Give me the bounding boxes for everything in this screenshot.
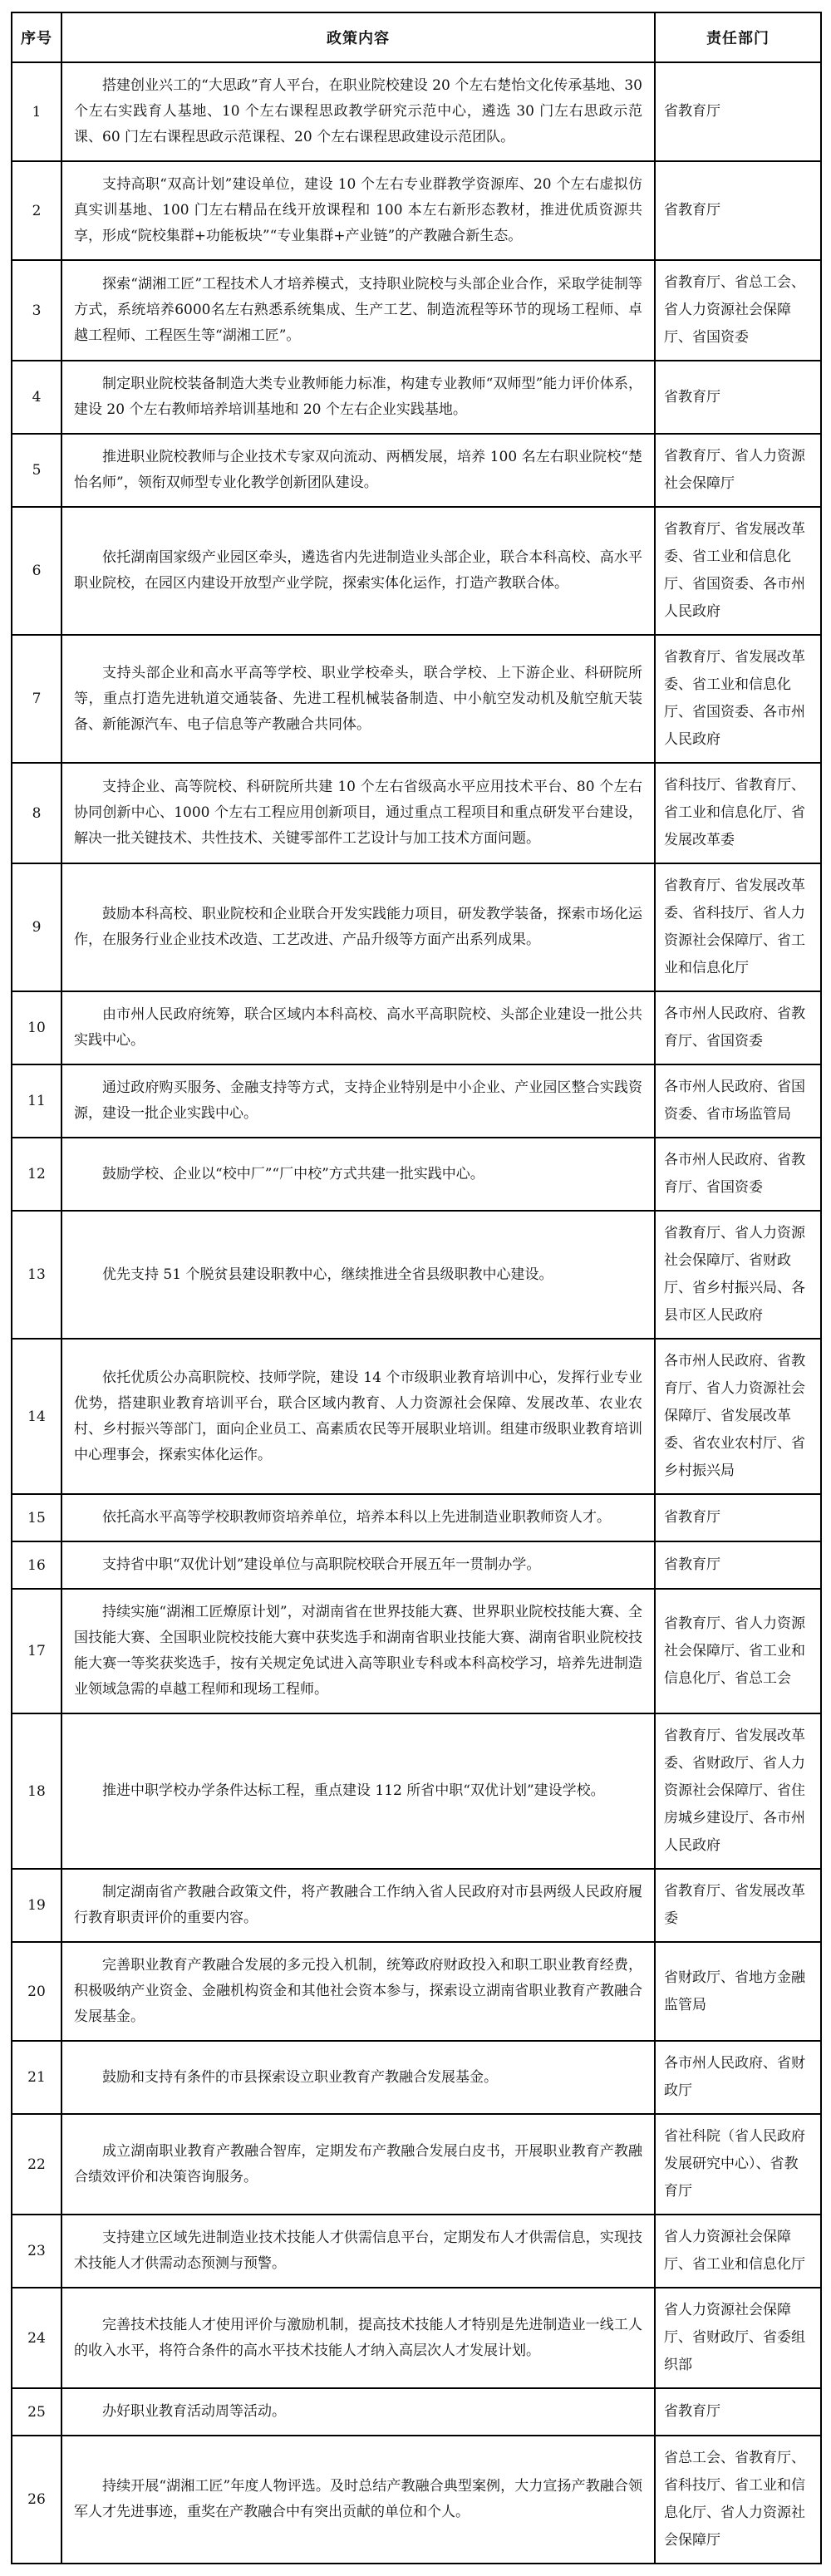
row-number-cell: 22: [12, 2114, 61, 2215]
table-row: [12, 1541, 821, 1589]
department-cell: 省社科院（省人民政府发展研究中心）、省教育厅: [655, 2114, 821, 2215]
row-number-cell: 21: [12, 2041, 61, 2114]
policy-content-text: 推进中职学校办学条件达标工程，重点建设 112 所省中职“双优计划”建设学校。: [102, 1782, 605, 1799]
row-number-cell: 7: [12, 635, 61, 763]
policy-content-cell: [61, 763, 655, 863]
department-cell: 省教育厅、省发展改革委、省财政厅、省人力资源社会保障厅、省住房城乡建设厅、各市州人民政府: [655, 1713, 821, 1869]
table-row: [12, 863, 821, 991]
policy-content-cell: [61, 2436, 655, 2564]
table-header-row: [12, 12, 821, 62]
row-number-cell: 1: [12, 62, 61, 161]
row-number-cell: 16: [12, 1541, 61, 1589]
policy-content-text: 依托高水平高等学校职教师资培养单位，培养本科以上先进制造业职教师资人才。: [102, 1509, 611, 1526]
policy-content-cell: [61, 2388, 655, 2436]
table-row: [12, 2215, 821, 2288]
department-cell: 省教育厅、省人力资源社会保障厅、省财政厅、省乡村振兴局、各县市区人民政府: [655, 1211, 821, 1339]
row-number-cell: 15: [12, 1494, 61, 1541]
row-number-cell: 11: [12, 1064, 61, 1138]
policy-content-cell: [61, 507, 655, 635]
department-cell: 各市州人民政府、省教育厅、省国资委: [655, 1138, 821, 1211]
policy-content-cell: [61, 1589, 655, 1713]
policy-content-cell: [61, 635, 655, 763]
department-cell: 各市州人民政府、省教育厅、省国资委: [655, 991, 821, 1064]
row-number-cell: 8: [12, 763, 61, 863]
policy-content-cell: [61, 1942, 655, 2041]
table-row: [12, 635, 821, 763]
header-cell-number: 序号: [12, 12, 61, 62]
policy-content-text: 成立湖南职业教育产教融合智库，定期发布产教融合发展白皮书，开展职业教育产教融合绩效评价和决策咨询服务。: [74, 2142, 642, 2185]
row-number-cell: 14: [12, 1339, 61, 1494]
row-number-cell: 10: [12, 991, 61, 1064]
table-body: [12, 62, 821, 2564]
policy-content-cell: [61, 1339, 655, 1494]
policy-content-cell: [61, 2288, 655, 2388]
policy-content-cell: [61, 1138, 655, 1211]
policy-content-cell: [61, 2114, 655, 2215]
policy-content-text: 搭建创业兴工的“大思政”育人平台，在职业院校建设 20 个左右楚怡文化传承基地、30 个左右实践育人基地、10 个左右课程思政教学研究示范中心，遴选 30 门左右思政示范课、60 门左右课程思政示范课程、20 个左右课程思政建设示范团队。: [74, 77, 642, 145]
policy-content-cell: [61, 62, 655, 161]
department-cell: 省教育厅: [655, 1494, 821, 1541]
row-number-cell: 26: [12, 2436, 61, 2564]
header-cell-department: 责任部门: [655, 12, 821, 62]
policy-content-text: 支持头部企业和高水平高等学校、职业学校牵头，联合学校、上下游企业、科研院所等，重点打造先进轨道交通装备、先进工程机械装备制造、中小航空发动机及航空航天装备、新能源汽车、电子信息等产教融合共同体。: [74, 664, 642, 733]
department-cell: 省教育厅: [655, 161, 821, 260]
row-number-cell: 2: [12, 161, 61, 260]
table-row: [12, 1211, 821, 1339]
table-row: [12, 2114, 821, 2215]
department-cell: 省人力资源社会保障厅、省工业和信息化厅: [655, 2215, 821, 2288]
policy-content-cell: [61, 1541, 655, 1589]
row-number-cell: 25: [12, 2388, 61, 2436]
table-row: [12, 361, 821, 434]
table-row: [12, 1869, 821, 1942]
table-row: [12, 1942, 821, 2041]
department-cell: 省教育厅: [655, 361, 821, 434]
row-number-cell: 19: [12, 1869, 61, 1942]
row-number-cell: 6: [12, 507, 61, 635]
department-cell: 省教育厅、省发展改革委、省工业和信息化厅、省国资委、各市州人民政府: [655, 635, 821, 763]
department-cell: 省总工会、省教育厅、省科技厅、省工业和信息化厅、省人力资源社会保障厅: [655, 2436, 821, 2564]
table-row: [12, 1339, 821, 1494]
header-cell-policy-content: 政策内容: [61, 12, 655, 62]
department-cell: 省教育厅、省发展改革委: [655, 1869, 821, 1942]
policy-content-text: 通过政府购买服务、金融支持等方式，支持企业特别是中小企业、产业园区整合实践资源，建设一批企业实践中心。: [74, 1079, 642, 1122]
department-cell: 省财政厅、省地方金融监管局: [655, 1942, 821, 2041]
policy-content-text: 优先支持 51 个脱贫县建设职教中心，继续推进全省县级职教中心建设。: [102, 1266, 553, 1283]
table-row: [12, 2041, 821, 2114]
department-cell: 各市州人民政府、省教育厅、省人力资源社会保障厅、省发展改革委、省农业农村厅、省乡村振兴局: [655, 1339, 821, 1494]
department-cell: 省教育厅、省人力资源社会保障厅: [655, 434, 821, 507]
table-row: [12, 434, 821, 507]
policy-content-text: 鼓励和支持有条件的市县探索设立职业教育产教融合发展基金。: [102, 2068, 498, 2086]
policy-content-text: 持续实施“湖湘工匠燎原计划”，对湖南省在世界技能大赛、世界职业院校技能大赛、全国技能大赛、全国职业院校技能大赛中获奖选手和湖南省职业技能大赛、湖南省职业院校技能大赛一等奖获奖选手，按有关规定免试进入高等职业专科或本科高校学习，培养先进制造业领域急需的卓越工程师和现场工程师。: [74, 1604, 642, 1698]
row-number-cell: 3: [12, 260, 61, 361]
policy-content-text: 制定职业院校装备制造大类专业教师能力标准，构建专业教师“双师型”能力评价体系，建设 20 个左右教师培养培训基地和 20 个左右企业实践基地。: [74, 376, 642, 418]
row-number-cell: 20: [12, 1942, 61, 2041]
row-number-cell: 24: [12, 2288, 61, 2388]
policy-content-text: 支持建立区域先进制造业技术技能人才供需信息平台，定期发布人才供需信息，实现技术技能人才供需动态预测与预警。: [74, 2229, 642, 2272]
table-row: [12, 1064, 821, 1138]
policy-content-cell: [61, 361, 655, 434]
table-row: [12, 1713, 821, 1869]
row-number-cell: 12: [12, 1138, 61, 1211]
policy-content-text: 鼓励本科高校、职业院校和企业联合开发实践能力项目，研发教学装备，探索市场化运作，在服务行业企业技术改造、工艺改进、产品升级等方面产出系列成果。: [74, 906, 642, 948]
table-row: [12, 991, 821, 1064]
table-row: [12, 62, 821, 161]
table-row: [12, 1138, 821, 1211]
department-cell: 省教育厅: [655, 1541, 821, 1589]
policy-content-text: 完善职业教育产教融合发展的多元投入机制，统筹政府财政投入和职工职业教育经费，积极吸纳产业资金、金融机构资金和其他社会资本参与，探索设立湖南省职业教育产教融合发展基金。: [74, 1957, 642, 2025]
policy-content-cell: [61, 1869, 655, 1942]
table-row: [12, 1589, 821, 1713]
policy-content-cell: [61, 2215, 655, 2288]
policy-content-text: 制定湖南省产教融合政策文件，将产教融合工作纳入省人民政府对市县两级人民政府履行教育职责评价的重要内容。: [74, 1884, 642, 1926]
policy-content-text: 依托湖南国家级产业园区牵头，遴选省内先进制造业头部企业，联合本科高校、高水平职业院校，在园区内建设开放型产业学院，探索实体化运作，打造产教联合体。: [74, 549, 642, 592]
department-cell: 省教育厅、省发展改革委、省工业和信息化厅、省国资委、各市州人民政府: [655, 507, 821, 635]
department-cell: 省教育厅: [655, 62, 821, 161]
policy-content-text: 鼓励学校、企业以“校中厂”“厂中校”方式共建一批实践中心。: [102, 1165, 484, 1182]
department-cell: 省教育厅、省总工会、省人力资源社会保障厅、省国资委: [655, 260, 821, 361]
policy-content-cell: [61, 260, 655, 361]
policy-content-text: 持续开展“湖湘工匠”年度人物评选。及时总结产教融合典型案例，大力宣扬产教融合领军人才先进事迹，重奖在产教融合中有突出贡献的单位和个人。: [74, 2478, 642, 2520]
row-number-cell: 13: [12, 1211, 61, 1339]
policy-table: [11, 12, 822, 2564]
policy-content-text: 探索“湖湘工匠”工程技术人才培养模式，支持职业院校与头部企业合作，采取学徒制等方式，系统培养6000名左右熟悉系统集成、生产工艺、制造流程等环节的现场工程师、卓越工程师、工程医生等“湖湘工匠”。: [74, 276, 642, 344]
row-number-cell: 23: [12, 2215, 61, 2288]
department-cell: 省教育厅、省发展改革委、省科技厅、省人力资源社会保障厅、省工业和信息化厅: [655, 863, 821, 991]
row-number-cell: 4: [12, 361, 61, 434]
row-number-cell: 17: [12, 1589, 61, 1713]
department-cell: 省科技厅、省教育厅、省工业和信息化厅、省发展改革委: [655, 763, 821, 863]
table-row: [12, 2288, 821, 2388]
table-row: [12, 507, 821, 635]
policy-content-cell: [61, 161, 655, 260]
table-row: [12, 2436, 821, 2564]
policy-content-cell: [61, 1211, 655, 1339]
policy-content-text: 推进职业院校教师与企业技术专家双向流动、两栖发展，培养 100 名左右职业院校“楚怡名师”，领衔双师型专业化教学创新团队建设。: [74, 449, 642, 491]
policy-content-text: 依托优质公办高职院校、技师学院，建设 14 个市级职业教育培训中心，发挥行业专业优势，搭建职业教育培训平台，联合区域内教育、人力资源社会保障、发展改革、农业农村、乡村振兴等部门，面向企业员工、高素质农民等开展职业培训。组建市级职业教育培训中心理事会，探索实体化运作。: [74, 1369, 642, 1463]
policy-content-cell: [61, 434, 655, 507]
policy-content-cell: [61, 863, 655, 991]
table-row: [12, 763, 821, 863]
department-cell: 省人力资源社会保障厅、省财政厅、省委组织部: [655, 2288, 821, 2388]
policy-content-text: 完善技术技能人才使用评价与激励机制，提高技术技能人才特别是先进制造业一线工人的收入水平，将符合条件的高水平技术技能人才纳入高层次人才发展计划。: [74, 2316, 642, 2359]
department-cell: 各市州人民政府、省财政厅: [655, 2041, 821, 2114]
department-cell: 省教育厅、省人力资源社会保障厅、省工业和信息化厅、省总工会: [655, 1589, 821, 1713]
table-row: [12, 1494, 821, 1541]
row-number-cell: 9: [12, 863, 61, 991]
table-row: [12, 2388, 821, 2436]
policy-content-text: 办好职业教育活动周等活动。: [102, 2403, 286, 2420]
policy-content-cell: [61, 1713, 655, 1869]
policy-content-text: 支持省中职“双优计划”建设单位与高职院校联合开展五年一贯制办学。: [102, 1556, 541, 1573]
department-cell: 各市州人民政府、省国资委、省市场监管局: [655, 1064, 821, 1138]
table-row: [12, 260, 821, 361]
policy-content-text: 由市州人民政府统筹，联合区域内本科高校、高水平高职院校、头部企业建设一批公共实践中心。: [74, 1006, 642, 1049]
row-number-cell: 18: [12, 1713, 61, 1869]
policy-content-cell: [61, 2041, 655, 2114]
policy-content-cell: [61, 1064, 655, 1138]
policy-content-cell: [61, 991, 655, 1064]
policy-content-text: 支持高职“双高计划”建设单位，建设 10 个左右专业群教学资源库、20 个左右虚拟仿真实训基地、100 门左右精品在线开放课程和 100 本左右新形态教材，推进优质资源共享，形成“院校集群+功能板块”“专业集群+产业链”的产教融合新生态。: [74, 176, 642, 244]
table-row: [12, 161, 821, 260]
department-cell: 省教育厅: [655, 2388, 821, 2436]
policy-content-cell: [61, 1494, 655, 1541]
row-number-cell: 5: [12, 434, 61, 507]
policy-content-text: 支持企业、高等院校、科研院所共建 10 个左右省级高水平应用技术平台、80 个左右协同创新中心、1000 个左右工程应用创新项目，通过重点工程项目和重点研发平台建设，解决一批关键技术、共性技术、关键零部件工艺设计与加工技术方面问题。: [74, 779, 642, 847]
